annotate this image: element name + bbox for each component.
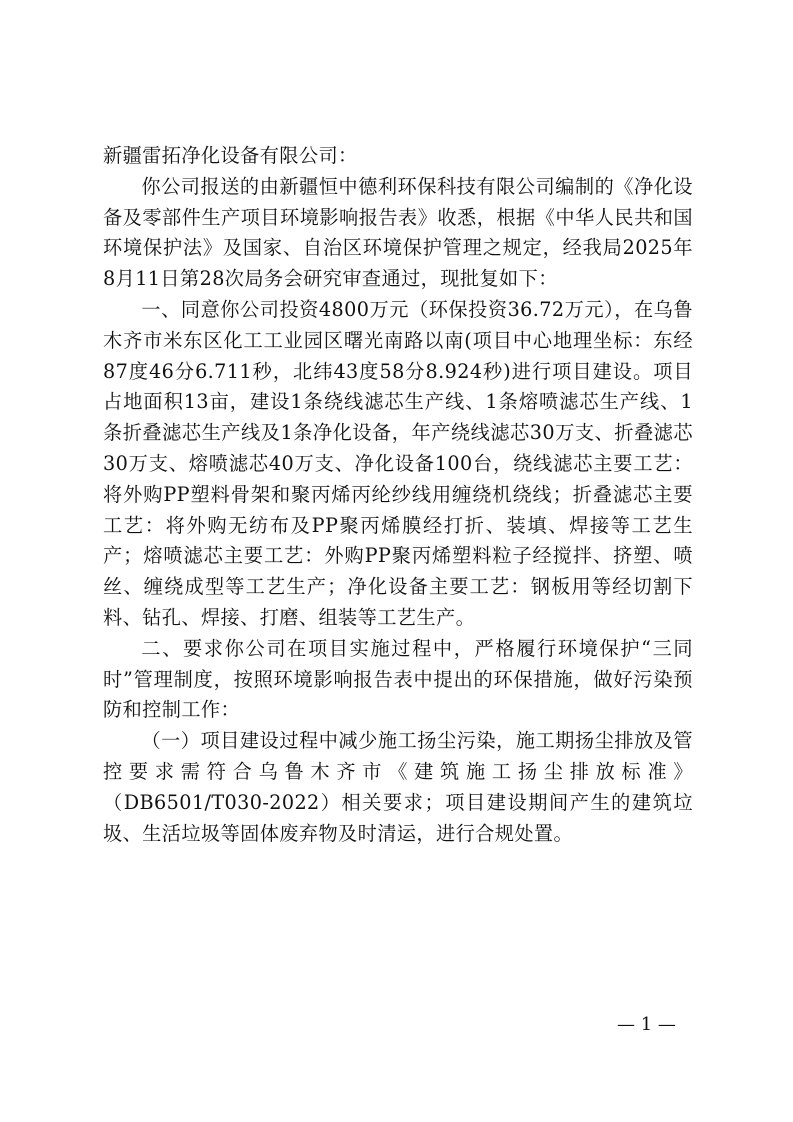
paragraph-subitem-1: （一）项目建设过程中减少施工扬尘污染，施工期扬尘排放及管控要求需符合乌鲁木齐市《建筑施工扬尘排放标准》（DB6501/T030-2022）相关要求；项目建设期间产生的建筑垃圾、生活垃圾等固体废弃物及时清运，进行合规处置。 — [103, 729, 693, 845]
page-number: — 1 — — [617, 1014, 676, 1035]
paragraph-item-2: 二、要求你公司在项目实施过程中，严格履行环境保护“三同时”管理制度，按照环境影响报告表中提出的环保措施，做好污染预防和控制工作： — [103, 636, 693, 722]
document-body — [103, 141, 693, 849]
salutation: 新疆雷拓净化设备有限公司： — [103, 144, 358, 167]
paragraph-item-1: 一、同意你公司投资4800万元（环保投资36.72万元），在乌鲁木齐市米东区化工工业园区曙光南路以南(项目中心地理坐标：东经87度46分6.711秒，北纬43度58分8.924秒)进行项目建设。项目占地面积13亩，建设1条绕线滤芯生产线、1条熔喷滤芯生产线、1条折叠滤芯生产线及1条净化设备，年产绕线滤芯30万支、折叠滤芯30万支、熔喷滤芯40万支、净化设备100台，绕线滤芯主要工艺：将外购PP塑料骨架和聚丙烯丙纶纱线用缠绕机绕线；折叠滤芯主要工艺：将外购无纺布及PP聚丙烯膜经打折、装填、焊接等工艺生产；熔喷滤芯主要工艺：外购PP聚丙烯塑料粒子经搅拌、挤塑、喷丝、缠绕成型等工艺生产；净化设备主要工艺：钢板用等经切割下料、钻孔、焊接、打磨、组装等工艺生产。 — [103, 297, 693, 629]
paragraph-intro: 你公司报送的由新疆恒中德利环保科技有限公司编制的《净化设备及零部件生产项目环境影响报告表》收悉，根据《中华人民共和国环境保护法》及国家、自治区环境保护管理之规定，经我局2025年8月11日第28次局务会研究审查通过，现批复如下： — [103, 174, 693, 291]
